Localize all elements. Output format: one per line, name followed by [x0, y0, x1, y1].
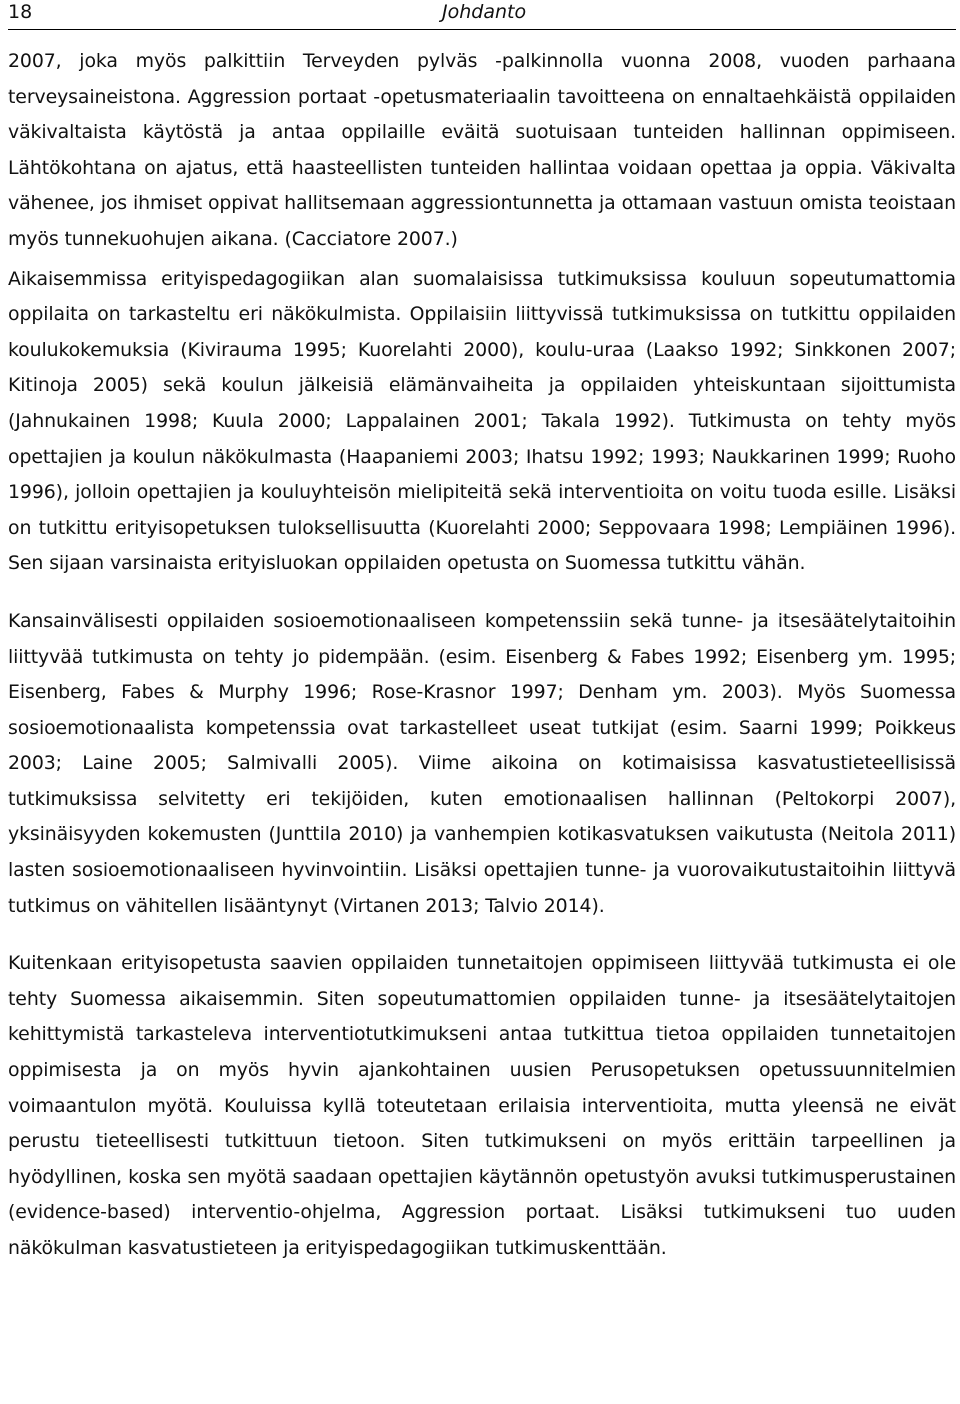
running-head: Johdanto — [442, 1, 527, 23]
page-header — [8, 0, 956, 30]
paragraph-2: Aikaisemmissa erityispedagogiikan alan suomalaisissa tutkimuksissa kouluun sopeutumattomia oppilaita on tarkasteltu eri näkökulmista. Oppilaisiin liittyvissä tutkimuksissa on tutkittu oppilaiden koulukokemuksia (Kivirauma 1995; Kuorelahti 2000), koulu-uraa (Laakso 1992; Sinkkonen 2007; Kitinoja 2005) sekä koulun jälkeisiä elämänvaiheita ja oppilaiden yhteiskuntaan sijoittumista (Jahnukainen 1998; Kuula 2000; Lappalainen 2001; Takala 1992). Tutkimusta on tehty myös opettajien ja koulun näkökulmasta (Haapaniemi 2003; Ihatsu 1992; 1993; Naukkarinen 1999; Ruoho 1996), jolloin opettajien ja kouluyhteisön mielipiteitä sekä interventioita on voitu tuoda esille. Lisäksi on tutkittu erityisopetuksen tuloksellisuutta (Kuorelahti 2000; Seppovaara 1998; Lempiäinen 1996). Sen sijaan varsinaista erityisluokan oppilaiden opetusta on Suomessa tutkittu vähän. — [8, 267, 956, 575]
paragraph-1: 2007, joka myös palkittiin Terveyden pylväs -palkinnolla vuonna 2008, vuoden parhaana terveysaineistona. Aggression portaat -opetusmateriaalin tavoitteena on ennaltaehkäistä oppilaiden väkivaltaista käytöstä ja antaa oppilaille eväitä suotuisaan tunteiden hallinnan oppimiseen. Lähtökohtana on ajatus, että haasteellisten tunteiden hallintaa voidaan opettaa ja oppia. Väkivalta vähenee, jos ihmiset oppivat hallitsemaan aggressiontunnetta ja ottamaan vastuun omista teoistaan myös tunnekuohujen aikana. (Cacciatore 2007.) — [8, 50, 956, 250]
paragraph-4: Kuitenkaan erityisopetusta saavien oppilaiden tunnetaitojen oppimiseen liittyvää tutkimusta ei ole tehty Suomessa aikaisemmin. Siten sopeutumattomien oppilaiden tunne- ja itsesäätelytaitojen kehittymistä tarkasteleva interventiotutkimukseni antaa tutkittua tietoa oppilaiden tunnetaitojen oppimisesta ja on myös hyvin ajankohtainen uusien Perusopetuksen opetussuunnitelmien voimaantulon myötä. Kouluissa kyllä toteutetaan erilaisia interventioita, mutta yleensä ne eivät perustu tieteellisesti tutkittuun tietoon. Siten tutkimukseni on myös erittäin tarpeellinen ja hyödyllinen, koska sen myötä saadaan opettajien käytännön opetustyön avuksi tutkimusperustainen (evidence-based) interventio-ohjelma, Aggression portaat. Lisäksi tutkimukseni tuo uuden näkökulman kasvatustieteen ja erityispedagogiikan tutkimuskenttään. — [8, 952, 956, 1259]
page-number: 18 — [8, 1, 33, 23]
body-text — [8, 44, 956, 1267]
paragraph-3: Kansainvälisesti oppilaiden sosioemotionaaliseen kompetenssiin sekä tunne- ja itsesäätelytaitoihin liittyvää tutkimusta on tehty jo pidempään. (esim. Eisenberg & Fabes 1992; Eisenberg ym. 1995; Eisenberg, Fabes & Murphy 1996; Rose-Krasnor 1997; Denham ym. 2003). Myös Suomessa sosioemotionaalista kompetenssia ovat tarkastelleet useat tutkijat (esim. Saarni 1999; Poikkeus 2003; Laine 2005; Salmivalli 2005). Viime aikoina on kotimaisissa kasvatustieteellisissä tutkimuksissa selvitetty eri tekijöiden, kuten emotionaalisen hallinnan (Peltokorpi 2007), yksinäisyyden kokemusten (Junttila 2010) ja vanhempien kotikasvatuksen vaikutusta (Neitola 2011) lasten sosioemotionaaliseen hyvinvointiin. Lisäksi opettajien tunne- ja vuorovaikutustaitoihin liittyvä tutkimus on vähitellen lisääntynyt (Virtanen 2013; Talvio 2014). — [8, 609, 956, 917]
